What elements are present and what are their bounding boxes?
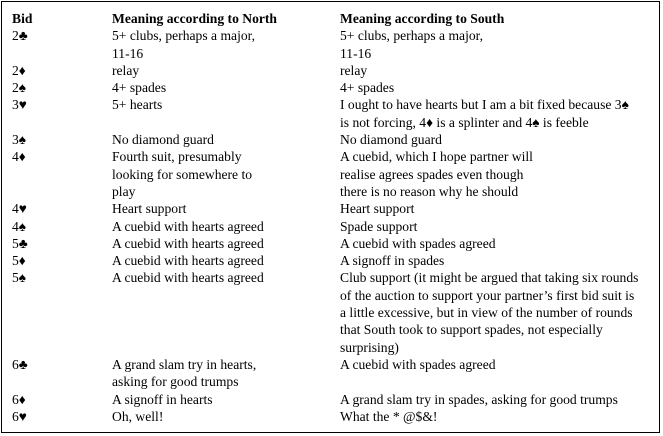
bid-cell: 4♦ [12,149,26,165]
table-row [12,408,658,425]
south-meaning-cell: A cuebid with spades agreed [340,235,496,251]
table-row [12,148,658,200]
table-row [12,79,658,96]
north-meaning-cell: Heart support [112,201,187,217]
south-meaning-cell: 4+ spades [340,80,395,96]
south-meaning-cell: A signoff in spades [340,253,445,269]
south-meaning-cell: 5+ clubs, perhaps a major, 11-16 [340,28,484,61]
bidding-table [12,10,658,425]
bid-cell: 2♣ [12,28,28,44]
bid-cell: 3♥ [12,97,27,113]
south-meaning-cell: Spade support [340,218,418,234]
bid-cell: 5♣ [12,235,28,251]
north-meaning-cell: 5+ hearts [112,97,163,113]
south-meaning-cell: A grand slam try in spades, asking for good trumps [340,391,618,407]
north-meaning-cell: A cuebid with hearts agreed [112,270,264,286]
south-meaning-cell: Heart support [340,201,415,217]
header-row [12,10,658,27]
south-meaning-cell: I ought to have hearts but I am a bit fixed because 3♠ is not forcing, 4♦ is a splinter and 4♠ is feeble [340,97,629,130]
table-row [12,62,658,79]
header-south: Meaning according to South [340,11,505,26]
bid-cell: 4♥ [12,201,27,217]
table-row [12,252,658,269]
table-row [12,235,658,252]
north-meaning-cell: Oh, well! [112,408,164,424]
bid-cell: 2♠ [12,80,27,96]
north-meaning-cell: A cuebid with hearts agreed [112,218,264,234]
table-row [12,27,658,62]
bid-cell: 4♠ [12,218,27,234]
south-meaning-cell: What the * @$&! [340,408,438,424]
table-row [12,218,658,235]
bid-cell: 5♦ [12,253,26,269]
bid-cell: 6♦ [12,391,26,407]
bidding-table-frame [1,1,660,433]
bid-cell: 6♥ [12,408,27,424]
north-meaning-cell: Fourth suit, presumably looking for somewhere to play [112,149,253,199]
table-row [12,96,658,131]
table-row [12,269,658,355]
bid-cell: 2♦ [12,62,26,78]
north-meaning-cell: A cuebid with hearts agreed [112,235,264,251]
north-meaning-cell: A grand slam try in hearts, asking for good trumps [112,356,257,390]
table-row [12,200,658,217]
south-meaning-cell: A cuebid, which I hope partner will realise agrees spades even though there is no reason why he should [340,149,533,199]
north-meaning-cell: relay [112,62,140,78]
south-meaning-cell: relay [340,62,368,78]
table-row [12,356,658,391]
south-meaning-cell: Club support (it might be argued that taking six rounds of the auction to support your partner’s first bid suit is a little excessive, but in view of the number of rounds that South took to support spades, not especially surprising) [340,270,639,355]
north-meaning-cell: 4+ spades [112,80,167,96]
north-meaning-cell: 5+ clubs, perhaps a major, 11-16 [112,28,256,61]
table-row [12,131,658,148]
bid-cell: 5♠ [12,270,27,286]
header-bid: Bid [12,11,33,26]
table-row [12,391,658,408]
south-meaning-cell: No diamond guard [340,132,442,148]
bid-cell: 3♠ [12,132,27,148]
bid-cell: 6♣ [12,356,28,372]
north-meaning-cell: A signoff in hearts [112,391,213,407]
header-north: Meaning according to North [112,11,277,26]
north-meaning-cell: No diamond guard [112,132,214,148]
north-meaning-cell: A cuebid with hearts agreed [112,253,264,269]
south-meaning-cell: A cuebid with spades agreed [340,356,496,372]
